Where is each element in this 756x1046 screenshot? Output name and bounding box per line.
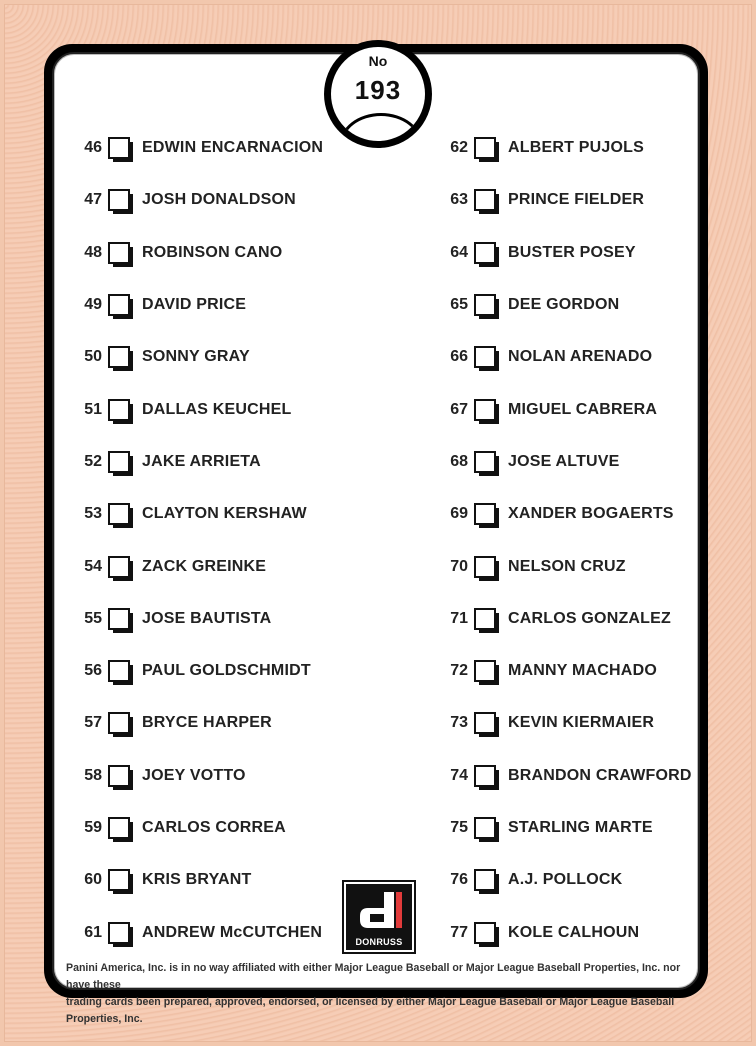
baseball-seam (339, 113, 423, 141)
item-number: 65 (450, 296, 468, 314)
item-number: 68 (450, 452, 468, 470)
player-name: DEE GORDON (508, 296, 620, 314)
player-name: NELSON CRUZ (508, 557, 626, 575)
checkbox[interactable] (108, 765, 130, 787)
item-number: 69 (450, 505, 468, 523)
checklist-item (60, 227, 323, 279)
checklist-item (60, 436, 323, 488)
checkbox[interactable] (474, 137, 496, 159)
checklist-item (60, 279, 323, 331)
checkbox[interactable] (108, 922, 130, 944)
player-name: KRIS BRYANT (142, 871, 252, 889)
checkbox[interactable] (474, 503, 496, 525)
player-name: ZACK GREINKE (142, 557, 267, 575)
player-name: KOLE CALHOUN (508, 923, 640, 941)
checklist-item (426, 750, 692, 802)
checklist-item (426, 227, 692, 279)
item-number: 58 (84, 766, 102, 784)
checklist-right-column (426, 122, 692, 959)
item-number: 62 (450, 139, 468, 157)
item-number: 49 (84, 296, 102, 314)
checklist-item (60, 645, 323, 697)
item-number: 60 (84, 871, 102, 889)
item-number: 64 (450, 243, 468, 261)
checkbox[interactable] (474, 556, 496, 578)
item-number: 52 (84, 452, 102, 470)
checkbox[interactable] (108, 399, 130, 421)
donruss-d-icon (354, 890, 404, 930)
checkbox[interactable] (108, 503, 130, 525)
checklist-item (426, 645, 692, 697)
player-name: CARLOS GONZALEZ (508, 609, 671, 627)
checkbox[interactable] (474, 922, 496, 944)
legal-disclaimer (66, 960, 696, 1028)
player-name: EDWIN ENCARNACION (142, 139, 324, 157)
logo-text: DONRUSS (355, 937, 403, 947)
checkbox[interactable] (474, 660, 496, 682)
checklist-left-column (60, 122, 323, 959)
disclaimer-line: Panini America, Inc. is in no way affiliated with either Major League Baseball or Major League Baseball Properties, Inc. nor have these (66, 962, 681, 991)
player-name: MIGUEL CABRERA (508, 400, 658, 418)
item-number: 74 (450, 766, 468, 784)
player-name: DALLAS KEUCHEL (142, 400, 292, 418)
player-name: ROBINSON CANO (142, 243, 283, 261)
checkbox[interactable] (108, 137, 130, 159)
player-name: JOSE ALTUVE (508, 452, 620, 470)
checkbox[interactable] (108, 608, 130, 630)
checklist-item (426, 488, 692, 540)
checklist-item (426, 906, 692, 958)
item-number: 46 (84, 139, 102, 157)
checkbox[interactable] (108, 189, 130, 211)
player-name: KEVIN KIERMAIER (508, 714, 655, 732)
item-number: 54 (84, 557, 102, 575)
checkbox[interactable] (474, 451, 496, 473)
checklist-item (60, 174, 323, 226)
checklist-item (426, 279, 692, 331)
checklist-item (60, 540, 323, 592)
checklist-item (60, 697, 323, 749)
checkbox[interactable] (474, 817, 496, 839)
checklist-item (426, 122, 692, 174)
item-number: 75 (450, 819, 468, 836)
checklist-item (426, 540, 692, 592)
disclaimer-line: trading cards been prepared, approved, endorsed, or licensed by either Major League Baseball or Major League Baseball Properties, Inc. (66, 996, 675, 1025)
checkbox[interactable] (108, 869, 130, 891)
checklist-item (426, 436, 692, 488)
item-number: 61 (84, 923, 102, 941)
checklist-item (426, 331, 692, 383)
item-number: 51 (84, 400, 102, 418)
checklist-item (426, 802, 692, 854)
checkbox[interactable] (108, 294, 130, 316)
checkbox[interactable] (108, 556, 130, 578)
baseball-number-badge (324, 40, 432, 148)
checkbox[interactable] (108, 346, 130, 368)
player-name: NOLAN ARENADO (508, 348, 653, 366)
checklist-item (60, 802, 323, 854)
item-number: 67 (450, 400, 468, 418)
player-name: ANDREW McCUTCHEN (142, 923, 323, 941)
number-label: No (368, 53, 388, 69)
checklist-item (60, 488, 323, 540)
item-number: 57 (84, 714, 102, 732)
checkbox[interactable] (108, 242, 130, 264)
item-number: 59 (84, 819, 102, 836)
checkbox[interactable] (474, 189, 496, 211)
player-name: JOSE BAUTISTA (142, 609, 272, 627)
checkbox[interactable] (474, 399, 496, 421)
player-name: SONNY GRAY (142, 348, 250, 366)
checkbox[interactable] (108, 660, 130, 682)
checklist-item (60, 593, 323, 645)
player-name: JAKE ARRIETA (142, 452, 261, 470)
checklist-item (60, 854, 323, 906)
checkbox[interactable] (474, 242, 496, 264)
item-number: 55 (84, 609, 102, 627)
checkbox[interactable] (474, 712, 496, 734)
player-name: JOEY VOTTO (142, 766, 246, 784)
item-number: 66 (450, 348, 468, 366)
item-number: 53 (84, 505, 102, 523)
checklist-item (426, 593, 692, 645)
player-name: CARLOS CORREA (142, 819, 286, 836)
checklist-item (426, 854, 692, 906)
item-number: 73 (450, 714, 468, 732)
item-number: 72 (450, 662, 468, 680)
player-name: BRANDON CRAWFORD (508, 766, 692, 784)
player-name: BRYCE HARPER (142, 714, 272, 732)
checklist-item (426, 174, 692, 226)
checkbox[interactable] (474, 346, 496, 368)
player-name: BUSTER POSEY (508, 243, 636, 261)
item-number: 63 (450, 191, 468, 209)
baseball-icon (331, 47, 425, 141)
checkbox[interactable] (474, 765, 496, 787)
checklist-item (60, 122, 323, 174)
checkbox[interactable] (108, 712, 130, 734)
checkbox[interactable] (474, 294, 496, 316)
player-name: ALBERT PUJOLS (508, 139, 644, 157)
checkbox[interactable] (108, 817, 130, 839)
item-number: 50 (84, 348, 102, 366)
player-name: JOSH DONALDSON (142, 191, 296, 209)
player-name: CLAYTON KERSHAW (142, 505, 307, 523)
checkbox[interactable] (474, 869, 496, 891)
item-number: 47 (84, 191, 102, 209)
checklist-item (426, 697, 692, 749)
checklist-item (60, 383, 323, 435)
donruss-logo (344, 882, 414, 952)
checkbox[interactable] (474, 608, 496, 630)
checklist-item (426, 383, 692, 435)
player-name: A.J. POLLOCK (508, 871, 623, 889)
player-name: MANNY MACHADO (508, 662, 657, 680)
player-name: XANDER BOGAERTS (508, 505, 674, 523)
player-name: DAVID PRICE (142, 296, 247, 314)
item-number: 48 (84, 243, 102, 261)
item-number: 76 (450, 871, 468, 889)
player-name: STARLING MARTE (508, 819, 653, 836)
item-number: 70 (450, 557, 468, 575)
item-number: 71 (450, 609, 468, 627)
item-number: 56 (84, 662, 102, 680)
player-name: PAUL GOLDSCHMIDT (142, 662, 311, 680)
checkbox[interactable] (108, 451, 130, 473)
checklist-item (60, 906, 323, 958)
card-number: 193 (354, 75, 402, 105)
checklist-item (60, 331, 323, 383)
player-name: PRINCE FIELDER (508, 191, 645, 209)
checklist-item (60, 750, 323, 802)
item-number: 77 (450, 923, 468, 941)
